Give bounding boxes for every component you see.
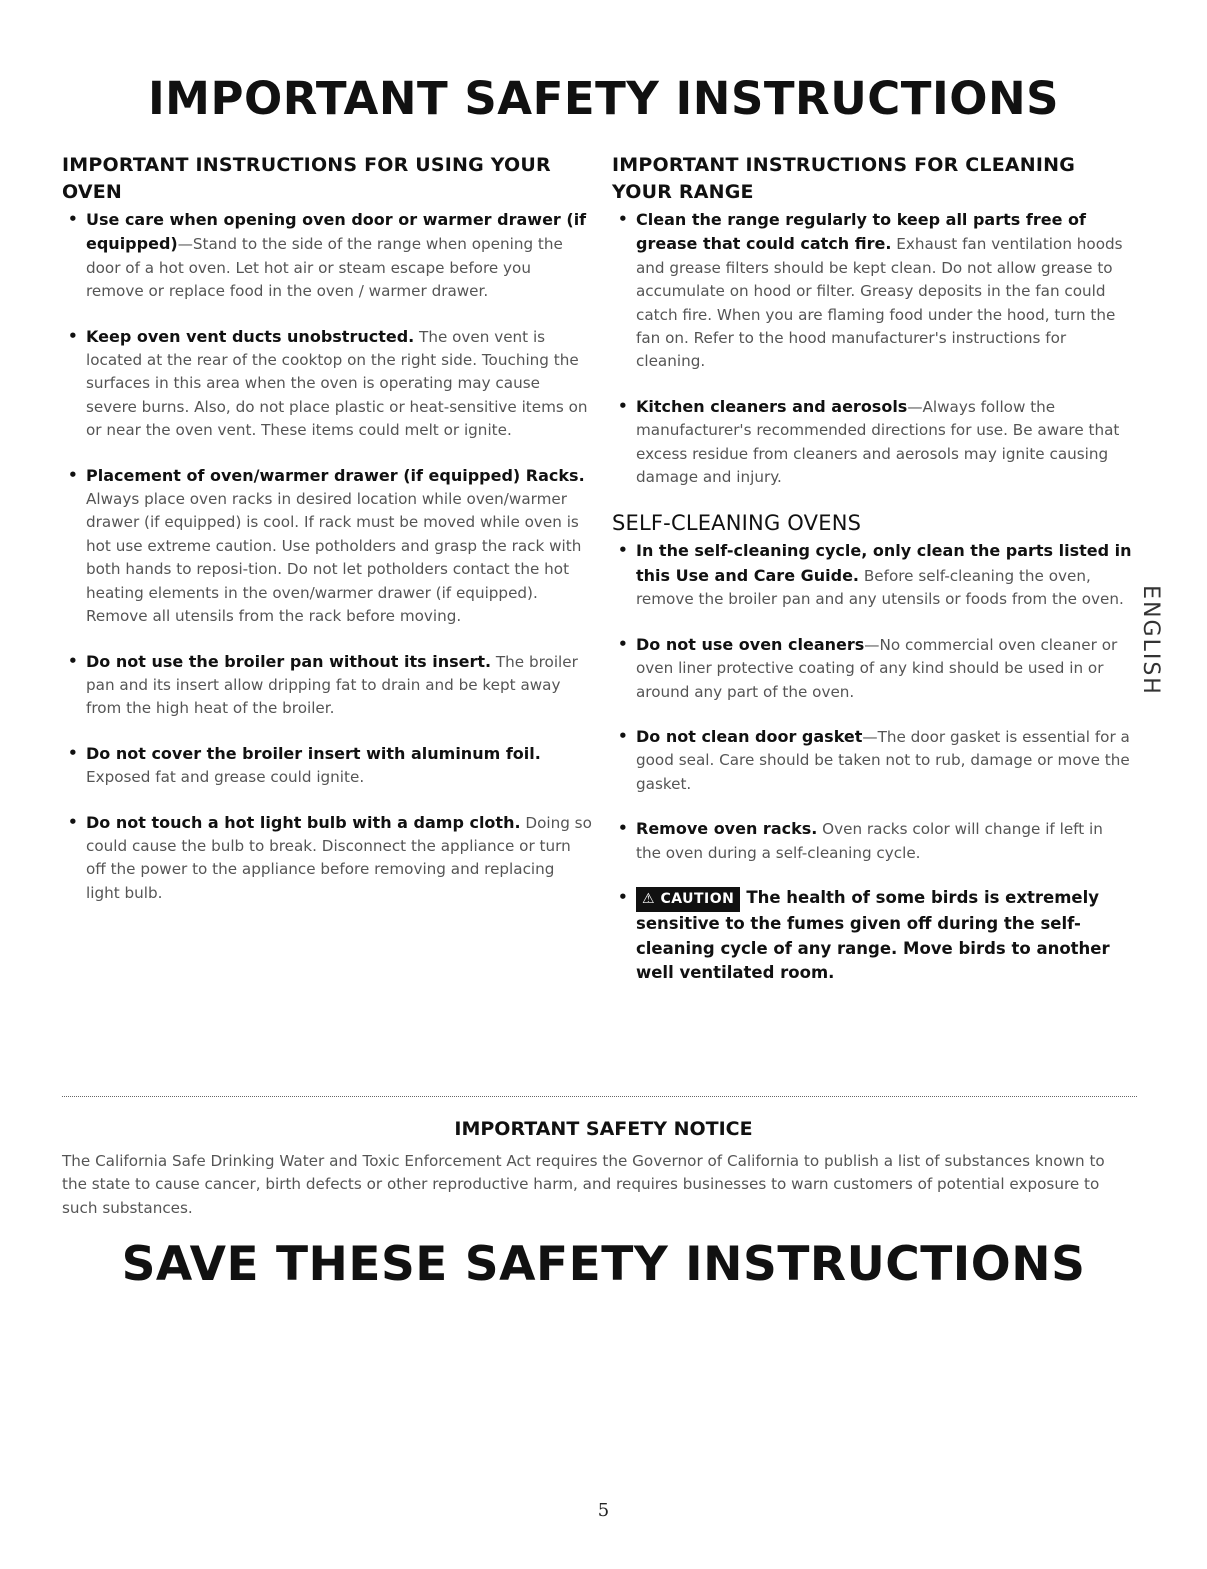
list-item: • In the self-cleaning cycle, only clean the parts listed in this Use and Care Guide. Before self-cleaning the oven, remove the broiler pan and any utensils or foods from the oven.	[618, 541, 1132, 609]
caution-item	[612, 886, 1132, 986]
bullet-icon: •	[618, 210, 628, 228]
bullet-icon: •	[68, 326, 78, 345]
warning-triangle-icon: ⚠	[642, 890, 656, 907]
caution-badge: ⚠ CAUTION	[636, 887, 740, 912]
list-item: • Use care when opening oven door or warmer drawer (if equipped)—Stand to the side of the range when opening the door of a hot oven. Let hot air or steam escape before you remove or replace food in the oven / warmer drawer.	[68, 210, 587, 301]
bullet-icon: •	[68, 812, 78, 831]
divider	[62, 1096, 1137, 1097]
notice-heading: IMPORTANT SAFETY NOTICE	[454, 1118, 753, 1140]
list-item: • Do not cover the broiler insert with aluminum foil. Exposed fat and grease could ignite.	[68, 743, 541, 787]
left-column	[62, 152, 592, 926]
list-item: • Keep oven vent ducts unobstructed. The oven vent is located at the rear of the cooktop on the right side. Touching the surfaces in this area when the oven is operating may cause severe burns. Also, do not place plastic or heat-sensitive items on or near the oven vent. These items could melt or ignite.	[68, 326, 588, 440]
bullet-icon: •	[68, 465, 78, 484]
bullet-icon: •	[618, 726, 628, 745]
list-item: • Do not touch a hot light bulb with a damp cloth. Doing so could cause the bulb to break. Disconnect the appliance or turn off the power to the appliance before removing and replacing light bulb.	[68, 812, 592, 902]
section-heading-self-cleaning: SELF-CLEANING OVENS	[612, 511, 862, 536]
bullet-icon: •	[618, 541, 628, 560]
caution-text: The health of some birds is extremely sensitive to the fumes given off during the self-cleaning cycle of any range. Move birds to another well ventilated room.	[636, 887, 1110, 983]
page-number: 5	[597, 1500, 610, 1521]
notice-body: The California Safe Drinking Water and Toxic Enforcement Act requires the Governor of California to publish a list of substances known to the state to cause cancer, birth defects or other reproductive harm, and requires businesses to warn customers of potential exposure to such substances.	[62, 1152, 1105, 1217]
right-column	[612, 152, 1132, 1007]
language-side-tab: ENGLISH	[1137, 584, 1163, 696]
list-item: • Do not use the broiler pan without its insert. The broiler pan and its insert allow dripping fat to drain and be kept away from the high heat of the broiler.	[68, 651, 578, 718]
bullet-icon: •	[618, 887, 628, 906]
list-item: • Kitchen cleaners and aerosols—Always follow the manufacturer's recommended directions for use. Be aware that excess residue from cleaners and aerosols may ignite causing damage and injury.	[618, 396, 1120, 487]
list-item: • Placement of oven/warmer drawer (if equipped) Racks. Always place oven racks in desired location while oven/warmer drawer (if equipped) is cool. If rack must be moved while oven is hot use extreme caution. Use potholders and grasp the rack with both hands to reposi-tion. Do not let potholders contact the hot heating elements in the oven/warmer drawer (if equipped). Remove all utensils from the rack before moving.	[68, 465, 585, 626]
list-item: • Do not use oven cleaners—No commercial oven cleaner or oven liner protective coating of any kind should be used in or around any part of the oven.	[618, 634, 1118, 701]
section-heading-using-oven: IMPORTANT INSTRUCTIONS FOR USING YOUR OVEN	[62, 154, 551, 203]
bullet-icon: •	[68, 651, 78, 670]
section-heading-cleaning-range: IMPORTANT INSTRUCTIONS FOR CLEANING YOUR RANGE	[612, 154, 1076, 203]
footer-title: SAVE THESE SAFETY INSTRUCTIONS	[121, 1237, 1086, 1292]
bullet-icon: •	[68, 743, 78, 762]
bullet-icon: •	[618, 396, 628, 415]
bullet-icon: •	[618, 634, 628, 653]
bullet-icon: •	[68, 210, 78, 228]
list-item: • Clean the range regularly to keep all parts free of grease that could catch fire. Exhaust fan ventilation hoods and grease filters should be kept clean. Do not allow grease to accumulate on hood or filter. Greasy deposits in the fan could catch fire. When you are flaming food under the hood, turn the fan on. Refer to the hood manufacturer's instructions for cleaning.	[618, 210, 1123, 371]
list-item: • Do not clean door gasket—The door gasket is essential for a good seal. Care should be taken not to rub, damage or move the gasket.	[618, 726, 1130, 793]
bullet-icon: •	[618, 819, 628, 838]
page-title: IMPORTANT SAFETY INSTRUCTIONS	[147, 72, 1060, 125]
list-item: • Remove oven racks. Oven racks color will change if left in the oven during a self-cleaning cycle.	[618, 819, 1103, 862]
